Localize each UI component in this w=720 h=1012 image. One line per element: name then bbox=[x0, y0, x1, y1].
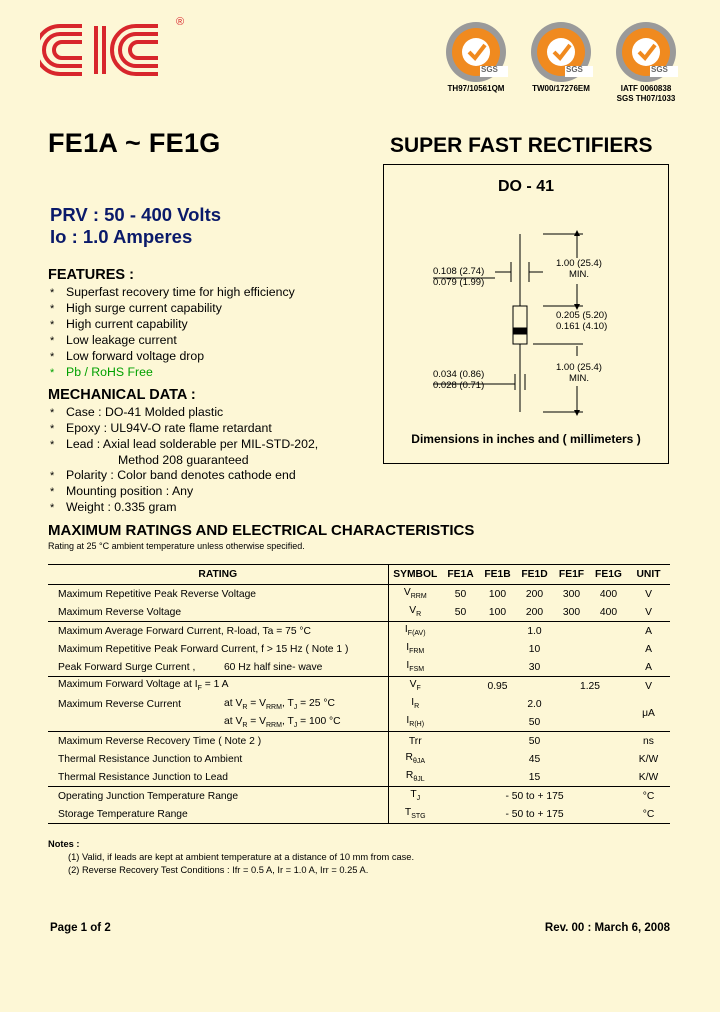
list-item: * Polarity : Color band denotes cathode end bbox=[50, 468, 296, 482]
package-drawing bbox=[383, 164, 669, 464]
dim-bottom-length: 1.00 (25.4) MIN. bbox=[556, 362, 602, 384]
list-item: * Low leakage current bbox=[50, 333, 177, 347]
dim-lead-diameter: 0.108 (2.74) 0.079 (1.99) bbox=[433, 266, 485, 288]
ratings-section-title: MAXIMUM RATINGS AND ELECTRICAL CHARACTERISTICS bbox=[48, 522, 475, 539]
features-heading: FEATURES : bbox=[48, 267, 134, 283]
page-number: Page 1 of 2 bbox=[50, 922, 111, 934]
table-row: Maximum Reverse Current at $V_R = V_{RRM}$, $T_J = 25$ °C $I_R$ 2.0 μA bbox=[48, 695, 670, 713]
cert-badge-iso9001 bbox=[440, 18, 512, 90]
cert-caption-2: TW00/17276EM bbox=[532, 84, 590, 93]
features-list bbox=[50, 285, 295, 381]
table-row: at $V_R = V_{RRM}$, $T_J = 100$ °C $I_{R(H)}$ 50 bbox=[48, 713, 670, 732]
io-line: Io : 1.0 Amperes bbox=[50, 226, 193, 247]
cert-badge-iso14001 bbox=[525, 18, 597, 90]
list-item: * Lead : Axial lead solderable per MIL-STD-202, bbox=[50, 437, 319, 451]
notes bbox=[48, 838, 414, 877]
device-type-title: SUPER FAST RECTIFIERS bbox=[390, 134, 653, 157]
prv-line: PRV : 50 - 400 Volts bbox=[50, 204, 222, 225]
col-header: SYMBOL bbox=[388, 565, 442, 585]
list-item: * Case : DO-41 Molded plastic bbox=[50, 405, 224, 419]
cert-brand-1: SGS bbox=[481, 65, 498, 74]
dim-body-length: 0.205 (5.20) 0.161 (4.10) bbox=[556, 310, 608, 332]
table-row: Maximum Repetitive Peak Reverse Voltage $V_{RRM}$ 50 100 200 300 400 V bbox=[48, 585, 670, 604]
note-item: (1) Valid, if leads are kept at ambient temperature at a distance of 10 mm from case. bbox=[68, 852, 415, 862]
dim-wire-diameter: 0.034 (0.86) 0.028 (0.71) bbox=[433, 369, 485, 391]
list-item-cont: Method 208 guaranteed bbox=[118, 453, 249, 467]
table-row: Maximum Repetitive Peak Forward Current, f > 15 Hz ( Note 1 ) $I_{FRM}$ 10 A bbox=[48, 640, 670, 658]
eic-logo bbox=[40, 18, 190, 82]
table-row: Maximum Reverse Recovery Time ( Note 2 ) Trr 50 ns bbox=[48, 732, 670, 751]
col-header: FE1G bbox=[590, 565, 627, 585]
col-header: UNIT bbox=[627, 565, 670, 585]
revision: Rev. 00 : March 6, 2008 bbox=[544, 922, 670, 934]
cert-brand-3: SGS bbox=[651, 65, 668, 74]
list-item: * Epoxy : UL94V-O rate flame retardant bbox=[50, 421, 272, 435]
list-item-rohs: * Pb / RoHS Free bbox=[50, 365, 153, 379]
col-header: FE1A bbox=[442, 565, 479, 585]
note-item: (2) Reverse Recovery Test Conditions : Ifr = 0.5 A, Ir = 1.0 A, Irr = 0.25 A. bbox=[68, 865, 369, 875]
table-row: Operating Junction Temperature Range $T_J$ - 50 to + 175 °C bbox=[48, 787, 670, 806]
list-item: * High surge current capability bbox=[50, 301, 222, 315]
cert-badge-ts16949 bbox=[610, 18, 682, 90]
ratings-table bbox=[48, 564, 670, 824]
dim-top-length: 1.00 (25.4) MIN. bbox=[556, 258, 602, 280]
cert-brand-2: SGS bbox=[566, 65, 583, 74]
col-header: FE1B bbox=[479, 565, 516, 585]
col-header: FE1D bbox=[516, 565, 553, 585]
list-item: * Low forward voltage drop bbox=[50, 349, 205, 363]
mechanical-list bbox=[50, 405, 318, 516]
table-row: Storage Temperature Range $T_{STG}$ - 50 to + 175 °C bbox=[48, 805, 670, 824]
list-item: * High current capability bbox=[50, 317, 188, 331]
list-item: * Superfast recovery time for high efficiency bbox=[50, 285, 295, 299]
table-row: Maximum Average Forward Current, R-load, Ta = 75 °C $I_{F(AV)}$ 1.0 A bbox=[48, 622, 670, 641]
list-item: * Mounting position : Any bbox=[50, 484, 194, 498]
ratings-section-subtitle: Rating at 25 °C ambient temperature unless otherwise specified. bbox=[48, 541, 305, 551]
table-row: Peak Forward Surge Current , 60 Hz half sine- wave $I_{FSM}$ 30 A bbox=[48, 658, 670, 677]
part-number-title: FE1A ~ FE1G bbox=[48, 128, 221, 158]
table-row: Thermal Resistance Junction to Lead $R_{\theta JL}$ 15 K/W bbox=[48, 768, 670, 787]
list-item: * Weight : 0.335 gram bbox=[50, 500, 177, 514]
table-row: Thermal Resistance Junction to Ambient $R_{\theta JA}$ 45 K/W bbox=[48, 750, 670, 768]
cert-caption-1: TH97/10561QM bbox=[447, 84, 505, 93]
col-header: FE1F bbox=[553, 565, 590, 585]
ratings-summary bbox=[50, 204, 221, 248]
col-header: RATING bbox=[48, 565, 388, 585]
registered-mark: ® bbox=[176, 16, 185, 28]
package-name: DO - 41 bbox=[497, 178, 554, 195]
table-row: Maximum Reverse Voltage $V_R$ 50 100 200 300 400 V bbox=[48, 603, 670, 622]
table-row: Maximum Forward Voltage at $I_F = 1$ A $V_F$ 0.95 1.25 V bbox=[48, 677, 670, 696]
cert-caption-3b: SGS TH07/1033 bbox=[616, 94, 676, 103]
package-caption: Dimensions in inches and ( millimeters ) bbox=[411, 432, 641, 446]
notes-heading: Notes : bbox=[48, 839, 80, 849]
mechanical-heading: MECHANICAL DATA : bbox=[48, 387, 196, 403]
cert-caption-3a: IATF 0060838 bbox=[620, 84, 672, 93]
table-header-row bbox=[48, 565, 670, 585]
